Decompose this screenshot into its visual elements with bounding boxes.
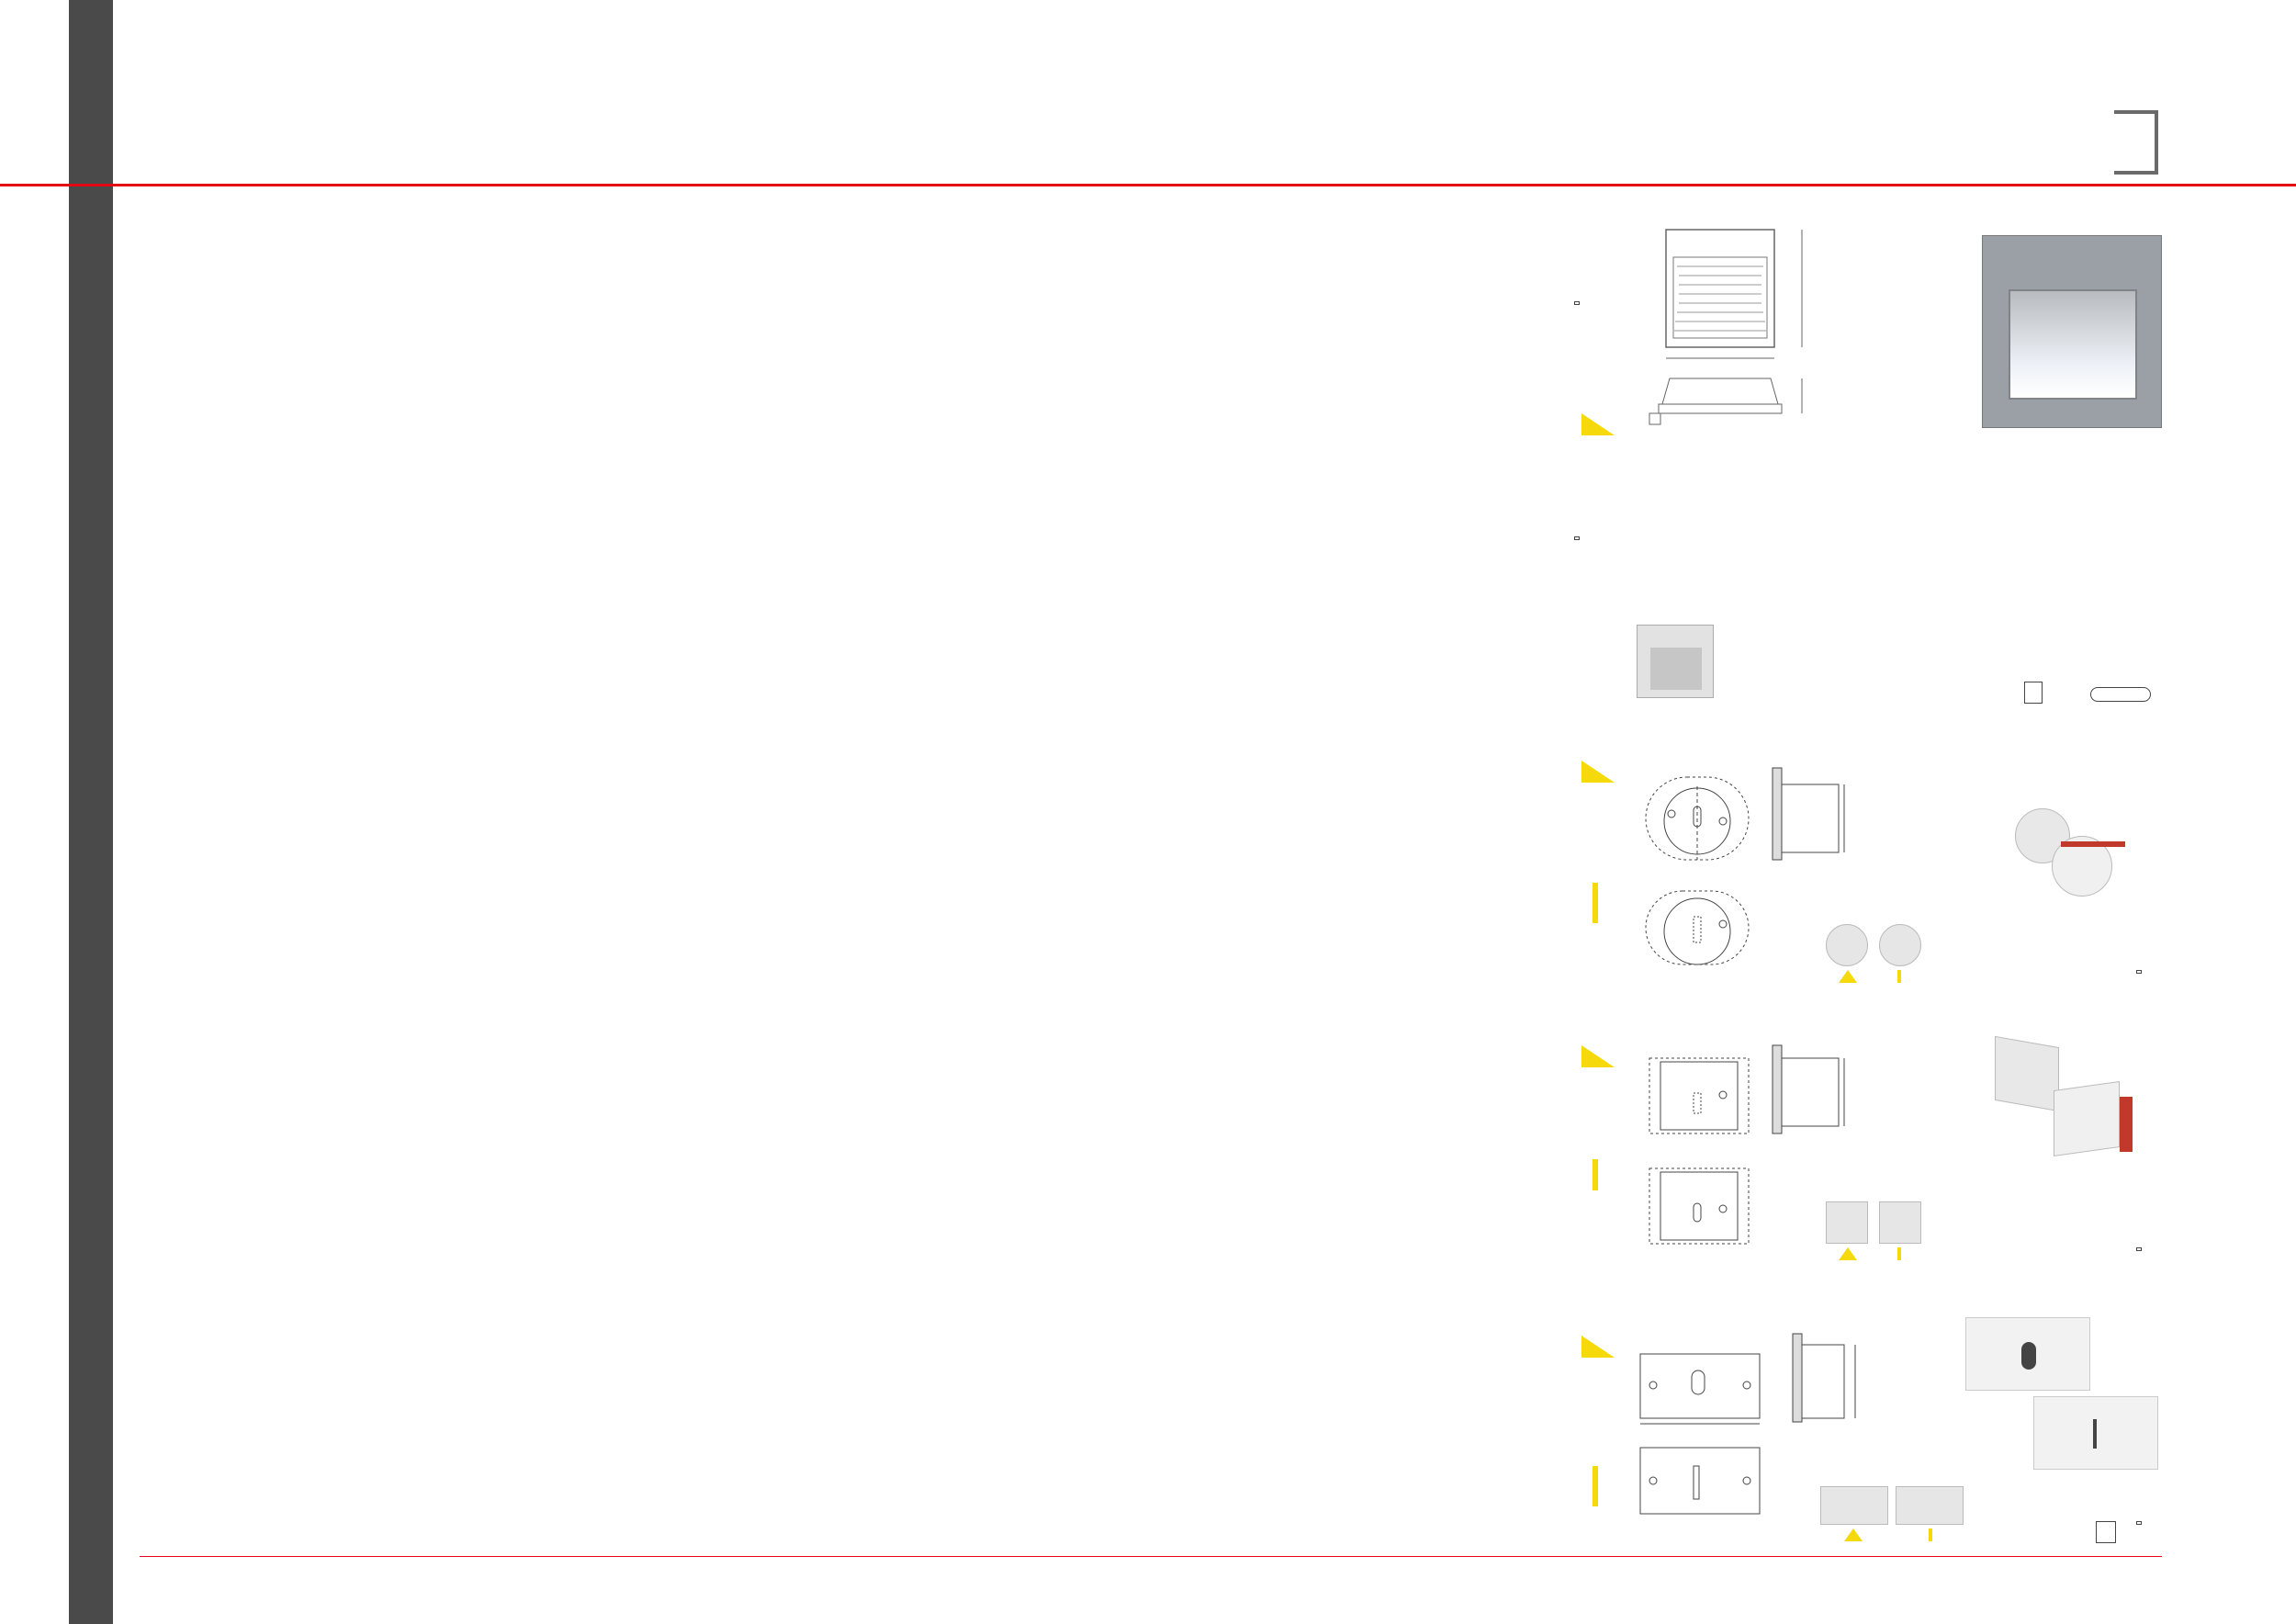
spot-beam-icon [1897, 970, 1901, 983]
ip68-ip67-badge [2136, 1521, 2142, 1525]
brand-logo [2011, 110, 2158, 175]
dali-badge [2090, 687, 2151, 702]
asim-round-face [1826, 924, 1868, 966]
small-blade-square-long-photo-1 [1965, 1317, 2090, 1391]
header-rule [0, 184, 2296, 186]
footer-rule [140, 1556, 2162, 1557]
asim-long-face [1820, 1486, 1888, 1525]
small-blade-square-photo [1995, 1042, 2133, 1161]
thermal-protection-icon [2024, 682, 2043, 704]
small-blade-square-long-photo-2 [2033, 1396, 2158, 1470]
spot-square-face [1879, 1201, 1921, 1244]
spot-beam-icon-long [1929, 1528, 1932, 1541]
box-884-photo [1637, 625, 1714, 698]
asim-beam-icon-long [1844, 1528, 1863, 1541]
riquadro-product-photo [1982, 235, 2162, 428]
spot-long-face [1896, 1486, 1964, 1525]
ip68-badge-square [2136, 1247, 2142, 1251]
ip65-badge [1574, 301, 1580, 305]
page-spine [69, 0, 113, 1624]
ip68-badge-round [2136, 970, 2142, 974]
small-blade-square-dimension-drawing [1580, 1021, 1855, 1251]
thermal-protection-icon-long [2096, 1521, 2116, 1543]
small-blade-round-dimension-drawing [1580, 759, 1855, 988]
asim-beam-icon-square [1839, 1247, 1857, 1260]
asim-square-face [1826, 1201, 1868, 1244]
asymmetric-beam-icon [1580, 412, 1616, 439]
ip67-ik04-badge [1574, 536, 1580, 540]
asim-beam-icon [1839, 970, 1857, 983]
spot-round-face [1879, 924, 1921, 966]
riquadro-dimension-drawing [1570, 220, 1809, 441]
spot-beam-icon-square [1897, 1247, 1901, 1260]
small-blade-round-photo [2006, 808, 2125, 909]
